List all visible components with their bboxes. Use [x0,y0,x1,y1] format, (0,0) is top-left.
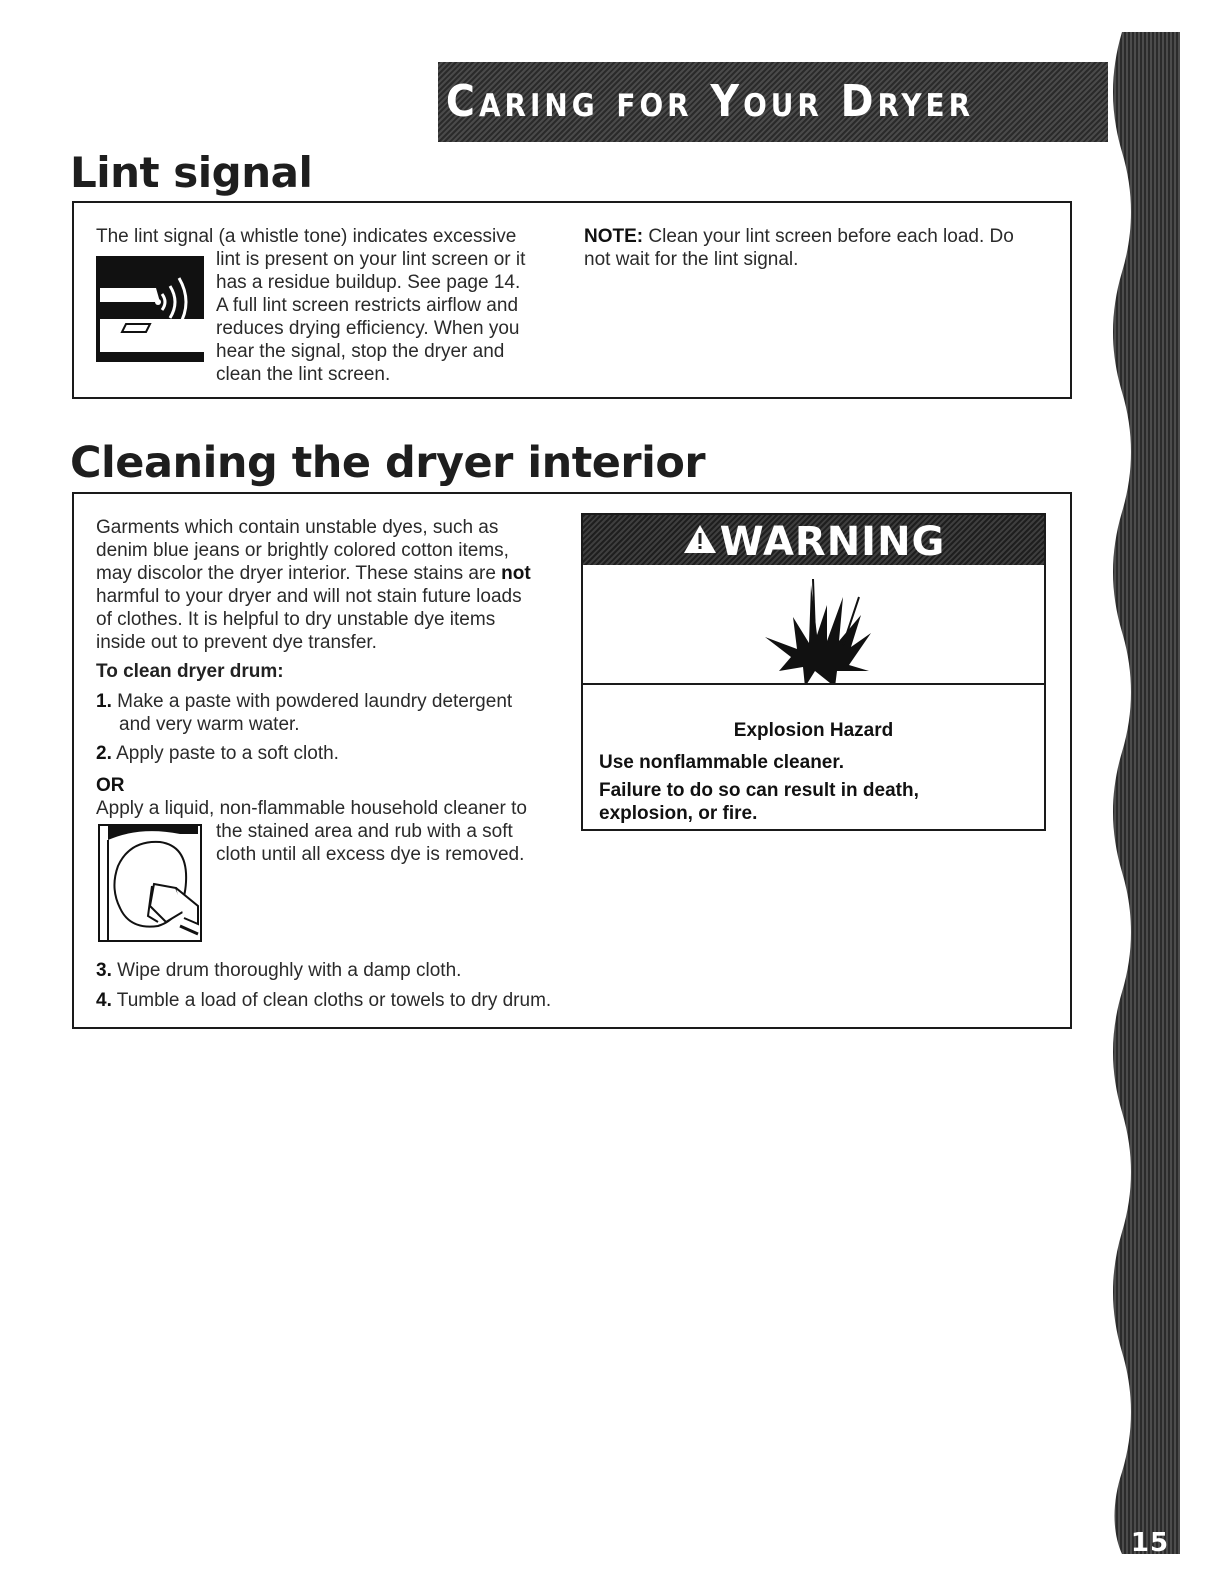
warning-triangle-icon [682,517,718,567]
cleaning-heading: Cleaning the dryer interior [70,438,706,488]
warning-line-3: explosion, or fire. [599,803,758,824]
step-3 [96,959,461,982]
intro-line: Garments which contain unstable dyes, such as [96,517,499,538]
note-label: NOTE: [584,226,644,247]
warning-label: WARNING [719,519,946,565]
step-number: 3. [96,960,112,981]
step-number: 1. [96,691,112,712]
step-number: 4. [96,990,112,1011]
intro-bold-word: not [495,563,531,584]
lint-para-line: hear the signal, stop the dryer and [216,341,505,362]
lint-signal-illustration [96,256,204,362]
step-text: Make a paste with powdered laundry detergent [111,691,513,712]
clean-drum-subheading: To clean dryer drum: [96,661,284,682]
lint-paragraph-wrap [216,248,576,386]
alt-line: the stained area and rub with a soft [216,821,513,842]
intro-line: of clothes. It is helpful to dry unstable dye items [96,609,496,630]
intro-line: may discolor the dryer interior. These stains are [96,563,496,584]
note-text-line1: Clean your lint screen before each load. Do [643,226,1014,247]
lint-para-line: has a residue buildup. See page 14. [216,272,521,293]
lint-para-line: reduces drying efficiency. When you [216,318,520,339]
lint-signal-heading: Lint signal [70,148,313,197]
lint-para-line: A full lint screen restricts airflow and [216,295,519,316]
lint-para-line: lint is present on your lint screen or it [216,249,526,270]
intro-line: harmful to your dryer and will not stain future loads [96,586,522,607]
wave-edge [1108,32,1180,1554]
page-number: 15 [1130,1528,1170,1558]
alt-first-line: Apply a liquid, non-flammable household cleaner to [96,798,527,819]
intro-line: denim blue jeans or brightly colored cotton items, [96,540,509,561]
warning-header [583,515,1044,565]
lint-paragraph-first-line: The lint signal (a whistle tone) indicates excessive [96,226,517,247]
alt-line: cloth until all excess dye is removed. [216,844,525,865]
or-label: OR [96,775,125,796]
warning-line-2: Failure to do so can result in death, [599,780,919,801]
explosion-icon [751,575,891,690]
hazard-title: Explosion Hazard [733,720,894,741]
step-text: Wipe drum thoroughly with a damp cloth. [111,960,462,981]
page-section-title: Caring for Your Dryer [445,76,975,127]
cleaning-drum-illustration [98,824,202,942]
step-text: Apply paste to a soft cloth. [111,743,339,764]
note-text-line2: not wait for the lint signal. [584,249,799,270]
warning-box [581,513,1046,831]
step-1 [96,690,566,736]
lint-para-line: clean the lint screen. [216,364,391,385]
warning-line-1: Use nonflammable cleaner. [599,752,844,773]
step-2 [96,742,339,765]
step-text-cont: and very warm water. [119,714,300,735]
warning-divider [583,683,1044,685]
alt-wrap [216,820,576,866]
step-text: Tumble a load of clean cloths or towels to dry drum. [111,990,552,1011]
side-tab [1108,32,1180,1554]
lint-note [584,225,1054,271]
lint-signal-box [72,201,1072,399]
step-number: 2. [96,743,112,764]
step-4 [96,989,551,1012]
cleaning-intro [96,516,566,654]
intro-line: inside out to prevent dye transfer. [96,632,377,653]
